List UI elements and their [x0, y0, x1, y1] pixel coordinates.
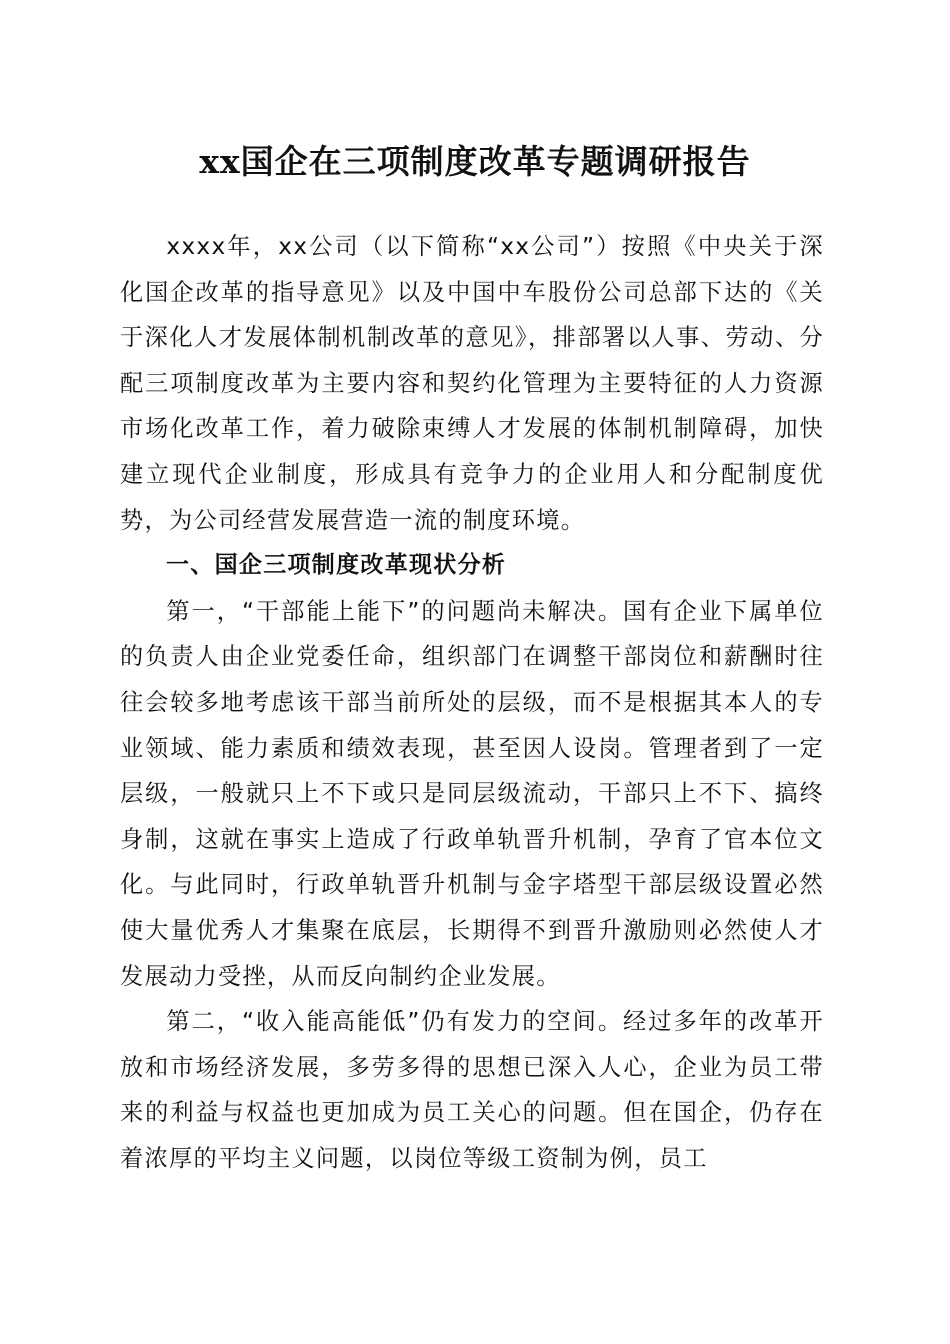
point-two-paragraph: 第二，“收入能高能低”仍有发力的空间。经过多年的改革开放和市场经济发展，多劳多得的思想已深入人心，企业为员工带来的利益与权益也更加成为员工关心的问题。但在国企，仍存在着浓厚的平均主义问题，以岗位等级工资制为例，员工	[120, 1008, 824, 1172]
intro-paragraph: xxxx年，xx公司（以下简称“xx公司”）按照《中央关于深化国企改革的指导意见》以及中国中车股份公司总部下达的《关于深化人才发展体制机制改革的意见》，排部署以人事、劳动、分配三项制度改革为主要内容和契约化管理为主要特征的人力资源市场化改革工作，着力破除束缚人才发展的体制机制障碍，加快建立现代企业制度，形成具有竞争力的企业用人和分配制度优势，为公司经营发展营造一流的制度环境。	[120, 233, 824, 534]
section-heading: 一、国企三项制度改革现状分析	[166, 552, 507, 579]
document-body	[120, 224, 824, 1181]
document-title: xx国企在三项制度改革专题调研报告	[199, 142, 751, 181]
point-one-paragraph: 第一，“干部能上能下”的问题尚未解决。国有企业下属单位的负责人由企业党委任命，组织部门在调整干部岗位和薪酬时往往会较多地考虑该干部当前所处的层级，而不是根据其本人的专业领域、能力素质和绩效表现，甚至因人设岗。管理者到了一定层级，一般就只上不下或只是同层级流动，干部只上不下、搞终身制，这就在事实上造成了行政单轨晋升机制，孕育了官本位文化。与此同时，行政单轨晋升机制与金字塔型干部层级设置必然使大量优秀人才集聚在底层，长期得不到晋升激励则必然使人才发展动力受挫，从而反向制约企业发展。	[120, 597, 824, 990]
